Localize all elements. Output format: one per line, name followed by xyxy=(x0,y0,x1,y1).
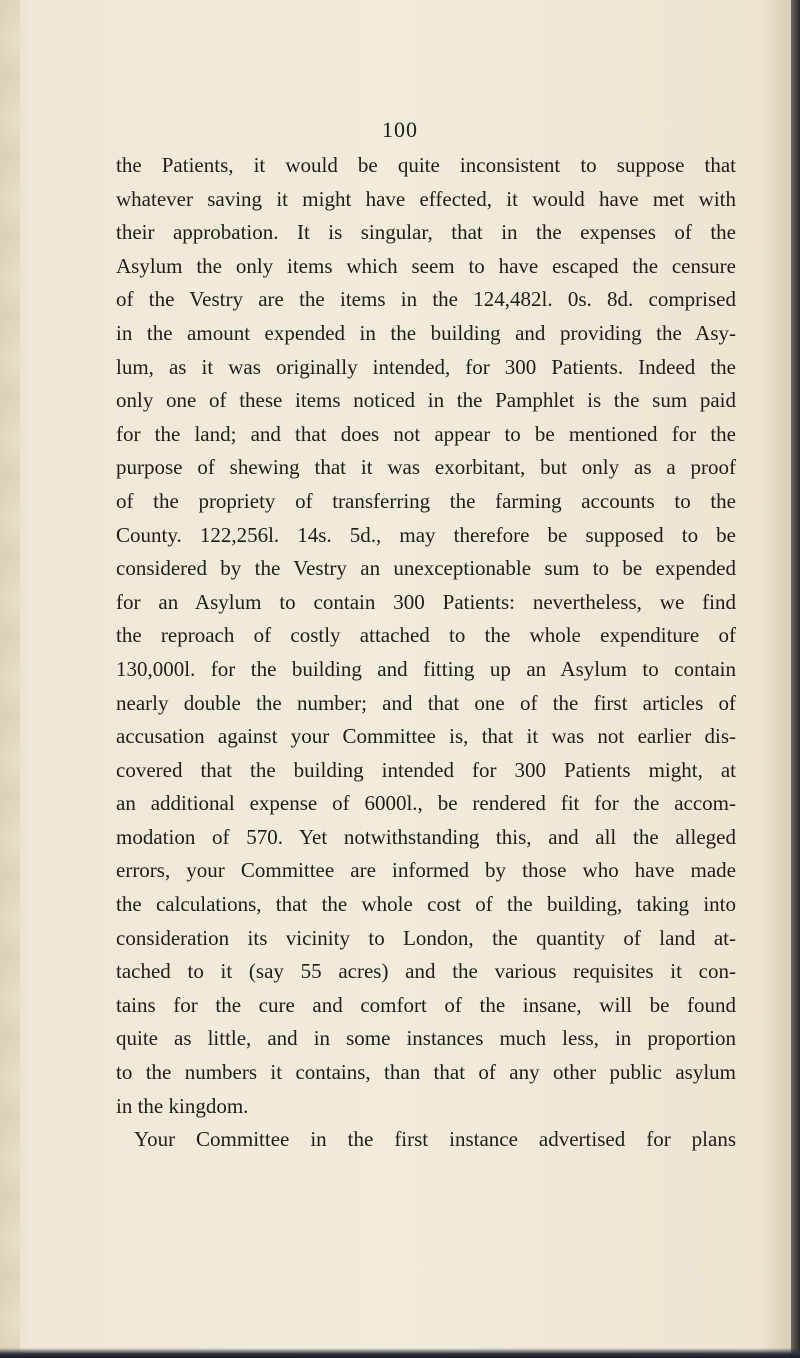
text-line: tains for the cure and comfort of the insane, will be found xyxy=(116,992,736,1017)
text-line: considered by the Vestry an unexceptionable sum to be expended xyxy=(116,556,736,581)
text-line: only one of these items noticed in the Pamphlet is the sum paid xyxy=(116,388,736,413)
text-line: whatever saving it might have effected, it would have met with xyxy=(116,186,736,211)
text-line: for an Asylum to contain 300 Patients: nevertheless, we find xyxy=(116,589,736,614)
text-line: quite as little, and in some instances much less, in proportion xyxy=(116,1026,736,1051)
text-line: County. 122,256l. 14s. 5d., may therefore be supposed to be xyxy=(116,522,736,547)
text-line: in the amount expended in the building and providing the Asy- xyxy=(116,320,736,345)
text-line: errors, your Committee are informed by those who have made xyxy=(116,858,736,883)
text-line: accusation against your Committee is, that it was not earlier dis- xyxy=(116,724,736,749)
text-line: consideration its vicinity to London, the quantity of land at- xyxy=(116,925,736,950)
text-line: to the numbers it contains, than that of any other public asylum xyxy=(116,1060,736,1085)
text-line: of the propriety of transferring the farming accounts to the xyxy=(116,488,736,513)
body-text xyxy=(116,149,736,1157)
text-line: Your Committee in the first instance advertised for plans xyxy=(134,1127,736,1152)
text-line: tached to it (say 55 acres) and the various requisites it con- xyxy=(116,959,736,984)
page-left-edge xyxy=(0,0,20,1358)
text-line: Asylum the only items which seem to have escaped the censure xyxy=(116,253,736,278)
text-line: for the land; and that does not appear to be mentioned for the xyxy=(116,421,736,446)
text-line: the calculations, that the whole cost of the building, taking into xyxy=(116,892,736,917)
text-line: an additional expense of 6000l., be rendered fit for the accom- xyxy=(116,791,736,816)
text-line: the reproach of costly attached to the whole expenditure of xyxy=(116,623,736,648)
text-line: covered that the building intended for 300 Patients might, at xyxy=(116,757,736,782)
text-line: nearly double the number; and that one of the first articles of xyxy=(116,690,736,715)
page-bottom-edge xyxy=(0,1348,800,1358)
page-number: 100 xyxy=(382,117,418,142)
text-line: lum, as it was originally intended, for 300 Patients. Indeed the xyxy=(116,354,736,379)
text-line: their approbation. It is singular, that in the expenses of the xyxy=(116,220,736,245)
page-right-edge xyxy=(791,0,800,1358)
text-line: 130,000l. for the building and fitting up an Asylum to contain xyxy=(116,656,736,681)
text-line: purpose of shewing that it was exorbitant, but only as a proof xyxy=(116,455,736,480)
text-line: the Patients, it would be quite inconsistent to suppose that xyxy=(116,153,736,177)
text-line: of the Vestry are the items in the 124,482l. 0s. 8d. comprised xyxy=(116,287,736,312)
text-line: modation of 570. Yet notwithstanding this, and all the alleged xyxy=(116,824,736,849)
text-line: in the kingdom. xyxy=(116,1093,249,1118)
